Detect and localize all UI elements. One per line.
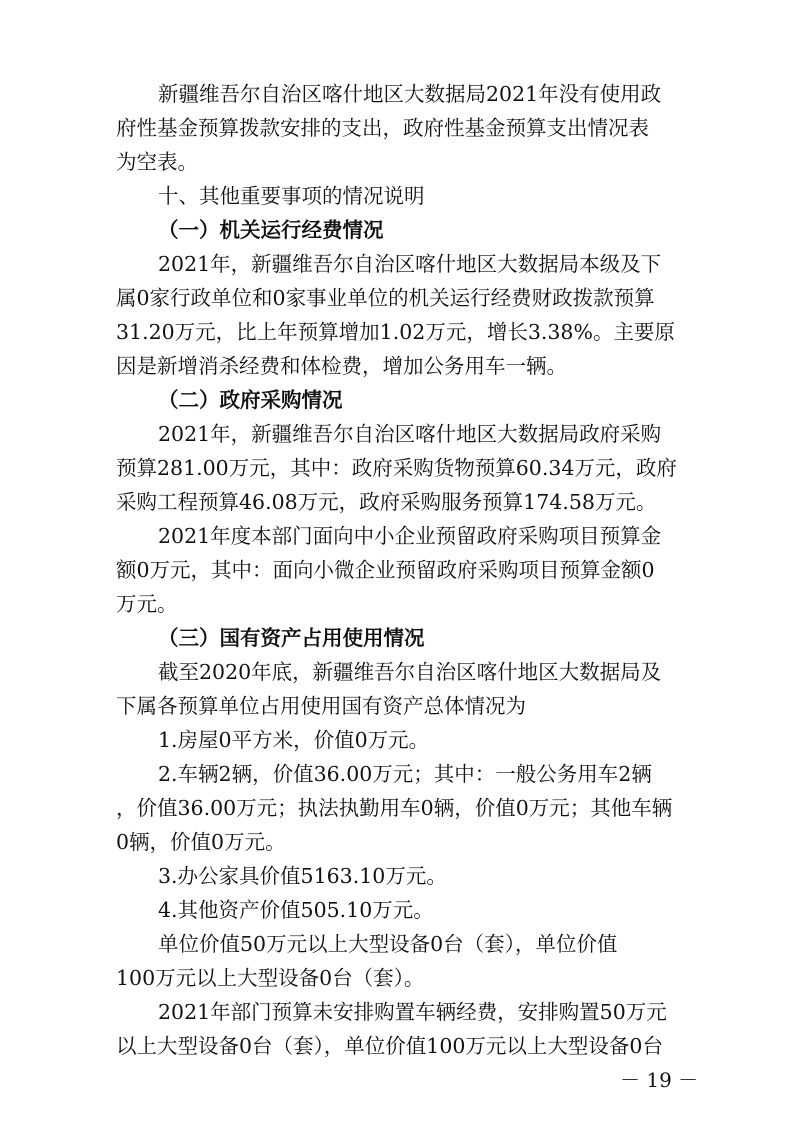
paragraph-line: 采购工程预算46.08万元，政府采购服务预算174.58万元。 <box>116 490 657 514</box>
section-heading: 十、其他重要事项的情况说明 <box>158 184 425 208</box>
paragraph-line: 下属各预算单位占用使用国有资产总体情况为 <box>116 694 526 718</box>
paragraph-line: 单位价值50万元以上大型设备0台（套），单位价值 <box>158 932 618 956</box>
paragraph-line: 100万元以上大型设备0台（套）。 <box>116 966 425 990</box>
paragraph-line: 2021年部门预算未安排购置车辆经费，安排购置50万元 <box>158 1000 667 1024</box>
list-item: 1.房屋0平方米，价值0万元。 <box>158 728 430 752</box>
paragraph-line: 府性基金预算拨款安排的支出，政府性基金预算支出情况表 <box>116 116 649 140</box>
paragraph-line: 因是新增消杀经费和体检费，增加公务用车一辆。 <box>116 354 567 378</box>
paragraph-line: 截至2020年底，新疆维吾尔自治区喀什地区大数据局及 <box>158 660 662 684</box>
paragraph-line: ，价值36.00万元；执法执勤用车0辆，价值0万元；其他车辆 <box>116 796 673 820</box>
paragraph-line: 2021年，新疆维吾尔自治区喀什地区大数据局政府采购 <box>158 422 662 446</box>
paragraph-line: 新疆维吾尔自治区喀什地区大数据局2021年没有使用政 <box>158 82 662 106</box>
paragraph-line: 31.20万元，比上年预算增加1.02万元，增长3.38%。主要原 <box>116 320 675 344</box>
list-item: 4.其他资产价值505.10万元。 <box>158 898 434 922</box>
paragraph-line: 以上大型设备0台（套），单位价值100万元以上大型设备0台 <box>116 1034 663 1058</box>
paragraph-line: 0辆，价值0万元。 <box>116 830 286 854</box>
list-item: 2.车辆2辆，价值36.00万元；其中：一般公务用车2辆 <box>158 762 652 786</box>
subsection-heading: （三）国有资产占用使用情况 <box>158 626 425 650</box>
paragraph-line: 万元。 <box>116 592 178 616</box>
paragraph-line: 属0家行政单位和0家事业单位的机关运行经费财政拨款预算 <box>116 286 655 310</box>
subsection-heading: （一）机关运行经费情况 <box>158 218 384 242</box>
paragraph-line: 预算281.00万元，其中：政府采购货物预算60.34万元，政府 <box>116 456 677 480</box>
paragraph-line: 2021年，新疆维吾尔自治区喀什地区大数据局本级及下 <box>158 252 662 276</box>
list-item: 3.办公家具价值5163.10万元。 <box>158 864 447 888</box>
subsection-heading: （二）政府采购情况 <box>158 388 343 412</box>
page-number: － 19 － <box>620 1068 699 1092</box>
paragraph-line: 为空表。 <box>116 150 198 174</box>
paragraph-line: 2021年度本部门面向中小企业预留政府采购项目预算金 <box>158 524 662 548</box>
paragraph-line: 额0万元，其中：面向小微企业预留政府采购项目预算金额0 <box>116 558 655 582</box>
